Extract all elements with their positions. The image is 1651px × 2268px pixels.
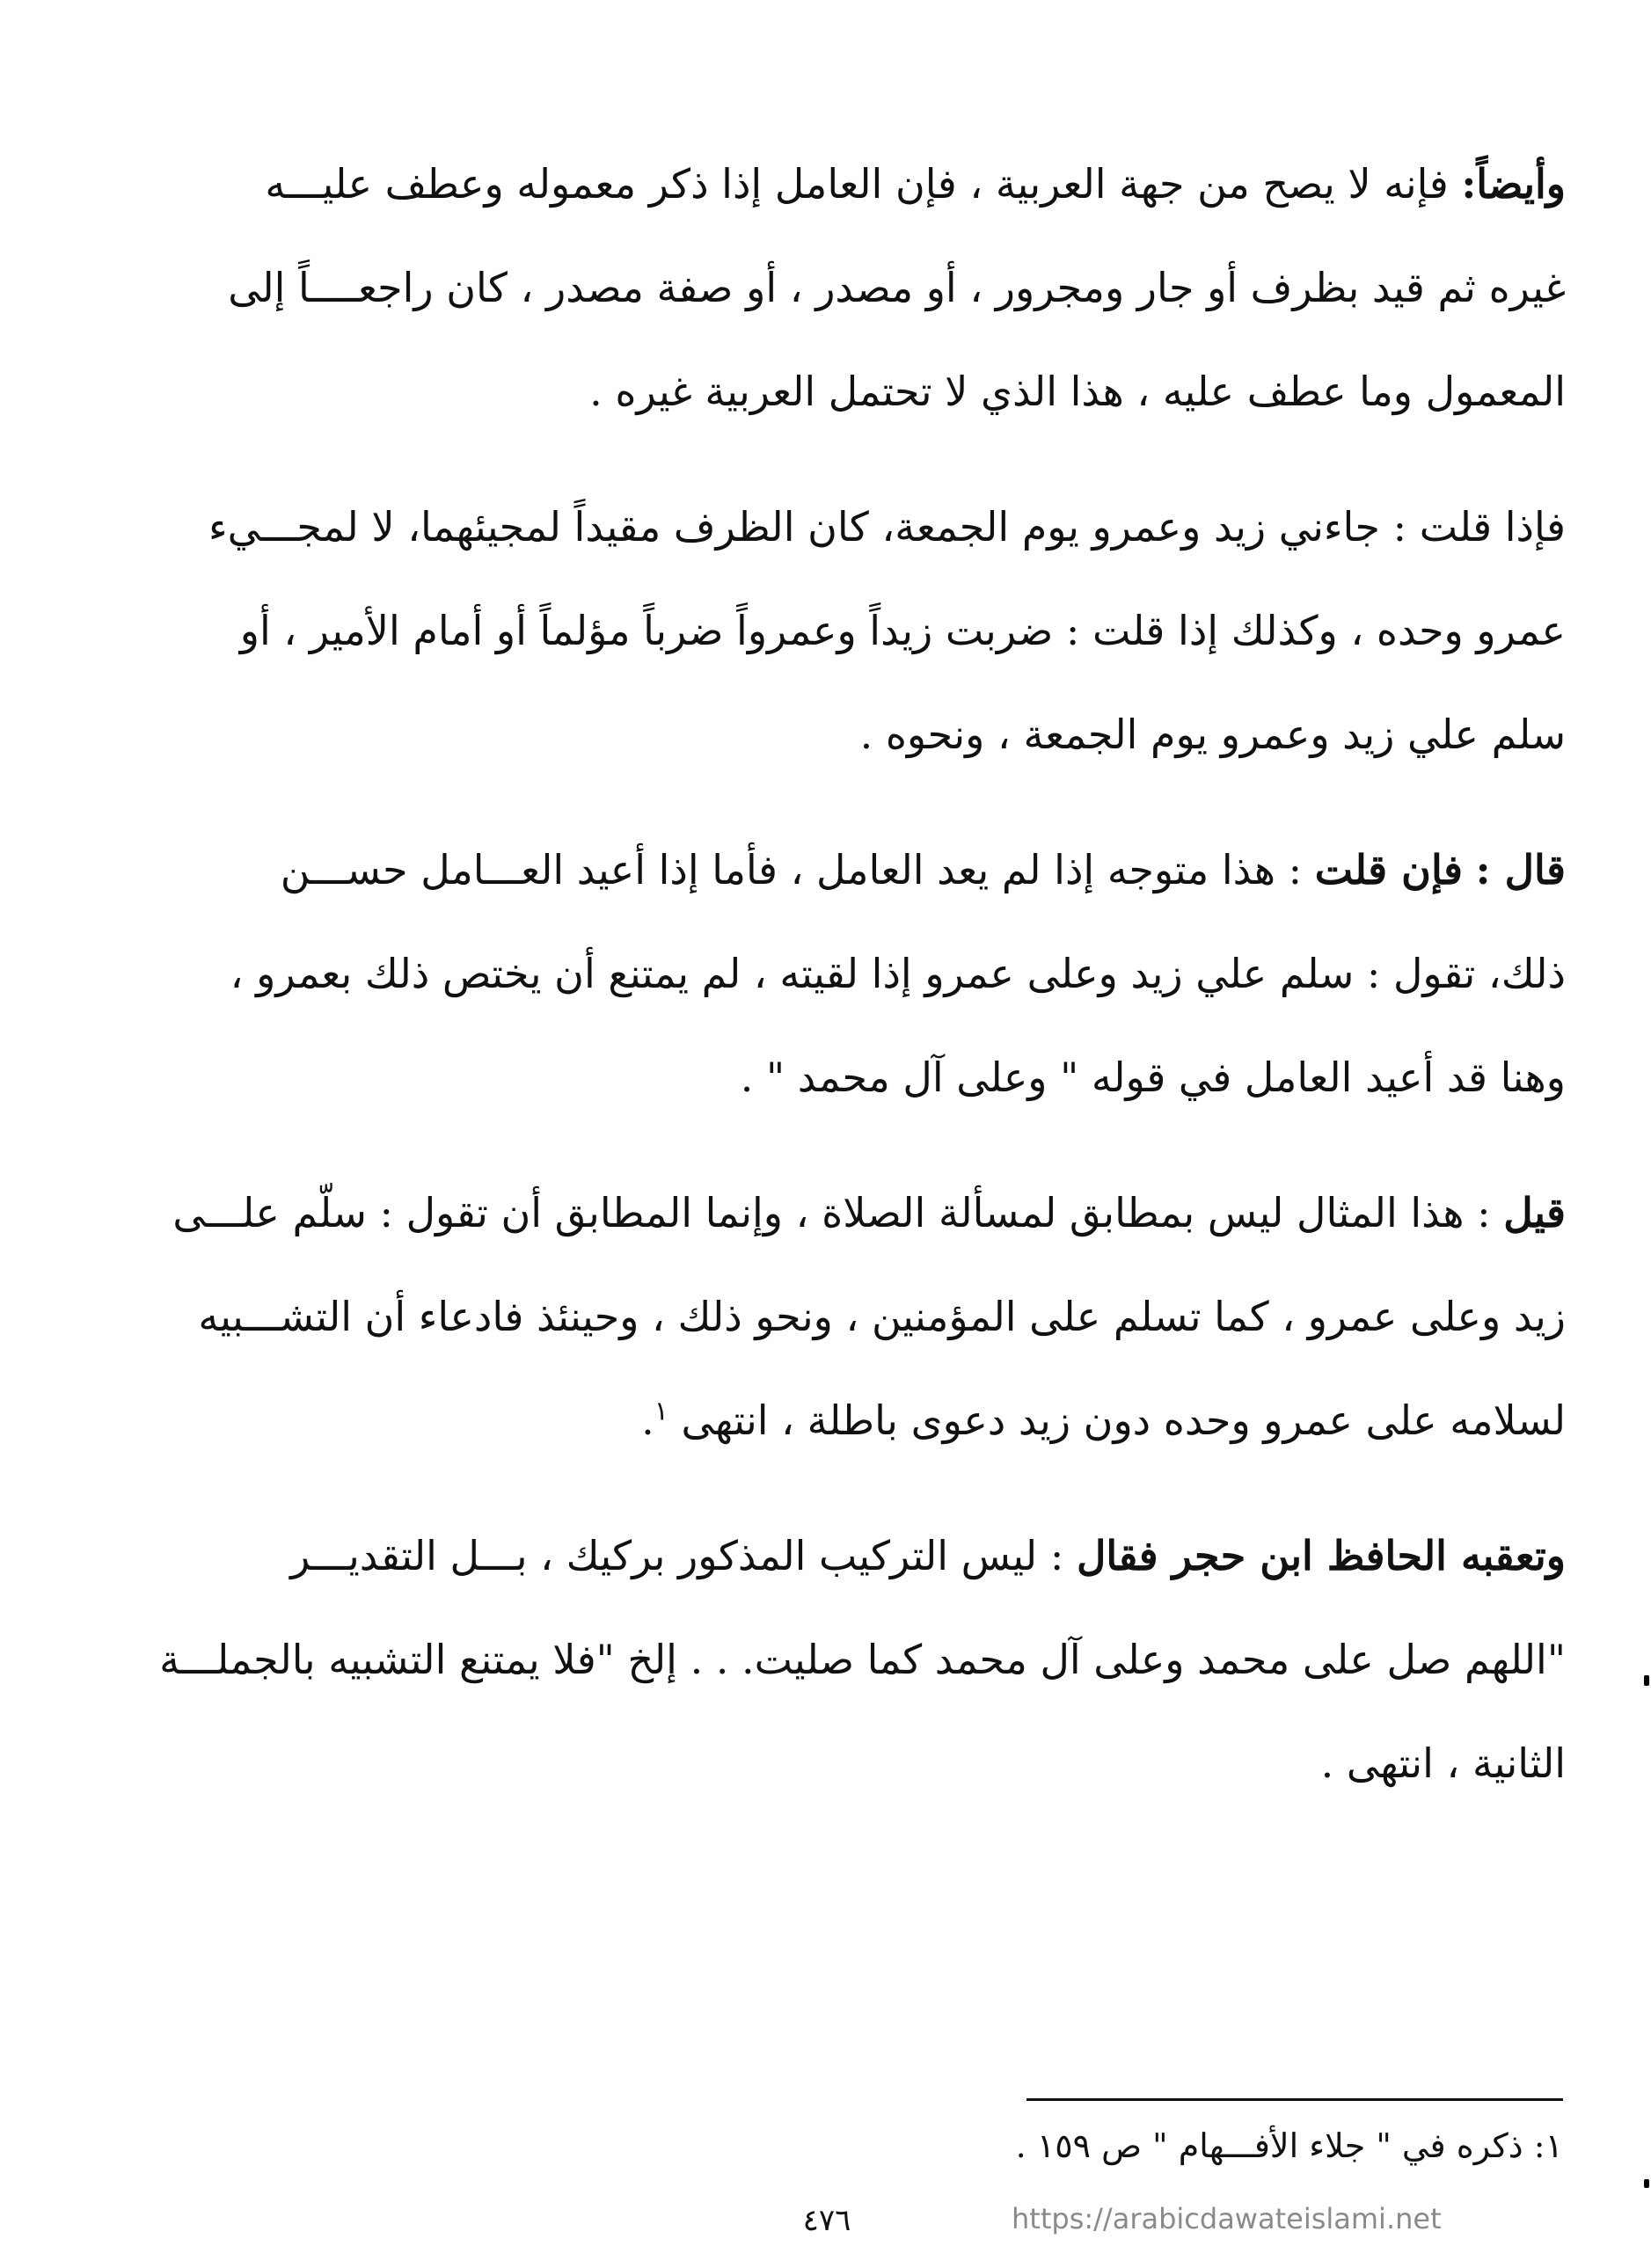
paragraph-line	[97, 1711, 1566, 1815]
line-text: غيره ثم قيد بظرف أو جار ومجرور ، أو مصدر ، أو صفة مصدر ، كان راجعــــاً إلى	[228, 264, 1566, 311]
line-text: الثانية ، انتهى .	[1320, 1739, 1566, 1787]
lead-term: قال :	[1475, 846, 1566, 893]
line-text: فإذا قلت : جاءني زيد وعمرو يوم الجمعة، كان الظرف مقيداً لمجيئهما، لا لمجـــيء	[208, 503, 1566, 551]
paragraph-line	[97, 1265, 1566, 1368]
line-text: زيد وعلى عمرو ، كما تسلم على المؤمنين ، ونحو ذلك ، وحينئذ فادعاء أن التشـــبيه	[198, 1293, 1566, 1340]
line-tail: .	[641, 1397, 654, 1444]
paragraph-line	[97, 579, 1566, 682]
lead-term: قيل	[1503, 1189, 1566, 1236]
line-text: سلم علي زيد وعمرو يوم الجمعة ، ونحوه .	[859, 711, 1566, 758]
line-text: : ليس التركيب المذكور بركيك ، بـــل التقديـــر	[290, 1532, 1077, 1579]
paragraph-line	[97, 682, 1566, 786]
footnote-marker[interactable]: ١	[654, 1396, 668, 1427]
paragraph-3	[97, 818, 1566, 1129]
line-text: : هذا المثال ليس بمطابق لمسألة الصلاة ، وإنما المطابق أن تقول : سلّم علـــى	[172, 1189, 1504, 1236]
line-text: ذلك، تقول : سلم علي زيد وعلى عمرو إذا لقيته ، لم يمتنع أن يختص ذلك بعمرو ،	[230, 950, 1566, 997]
paragraph-line	[97, 1025, 1566, 1129]
paragraph-line	[97, 1368, 1566, 1472]
lead-term: وأيضاً:	[1461, 160, 1566, 208]
paragraph-line	[97, 1504, 1566, 1608]
footnote: ١: ذكره في " جلاء الأفـــهام " ص ١٥٩ .	[1015, 2126, 1563, 2165]
line-text: "اللهم صل على محمد وعلى آل محمد كما صليت. . . إلخ "فلا يمتنع التشبيه بالجملـــة	[159, 1636, 1566, 1683]
paragraph-line	[97, 132, 1566, 236]
paragraph-line	[97, 922, 1566, 1025]
line-text: المعمول وما عطف عليه ، هذا الذي لا تحتمل العربية غيره .	[589, 368, 1566, 415]
line-text: فإنه لا يصح من جهة العربية ، فإن العامل إذا ذكر معموله وعطف عليـــه	[265, 160, 1462, 208]
paragraph-line	[97, 1161, 1566, 1265]
line-text: لسلامه على عمرو وحده دون زيد دعوى باطلة ، انتهى	[681, 1397, 1566, 1444]
paragraph-line	[97, 339, 1566, 443]
line-text: عمرو وحده ، وكذلك إذا قلت : ضربت زيداً وعمرواً ضرباً مؤلماً أو أمام الأمير ، أو	[239, 607, 1566, 654]
line-text: وهنا قد أعيد العامل في قوله " وعلى آل محمد " .	[740, 1054, 1566, 1101]
paragraph-line	[97, 236, 1566, 339]
page-number: ٤٧٦	[802, 2203, 851, 2238]
scan-speck	[1644, 1675, 1649, 1686]
paragraph-1	[97, 132, 1566, 443]
lead-term-bold: فإن قلت	[1314, 846, 1463, 893]
lead-term: وتعقبه الحافظ ابن حجر فقال	[1076, 1532, 1566, 1579]
line-text: : هذا متوجه إذا لم يعد العامل ، فأما إذا أعيد العـــامل حســـن	[280, 846, 1315, 893]
paragraph-2	[97, 475, 1566, 786]
paragraph-line	[97, 818, 1566, 922]
paragraph-line	[97, 1608, 1566, 1711]
scan-speck	[1644, 2179, 1649, 2188]
paragraph-line	[97, 475, 1566, 579]
footnote-divider	[1026, 2098, 1563, 2101]
watermark-url[interactable]: https://arabicdawateislami.net	[1012, 2202, 1442, 2235]
paragraph-4	[97, 1161, 1566, 1472]
paragraph-5	[97, 1504, 1566, 1815]
